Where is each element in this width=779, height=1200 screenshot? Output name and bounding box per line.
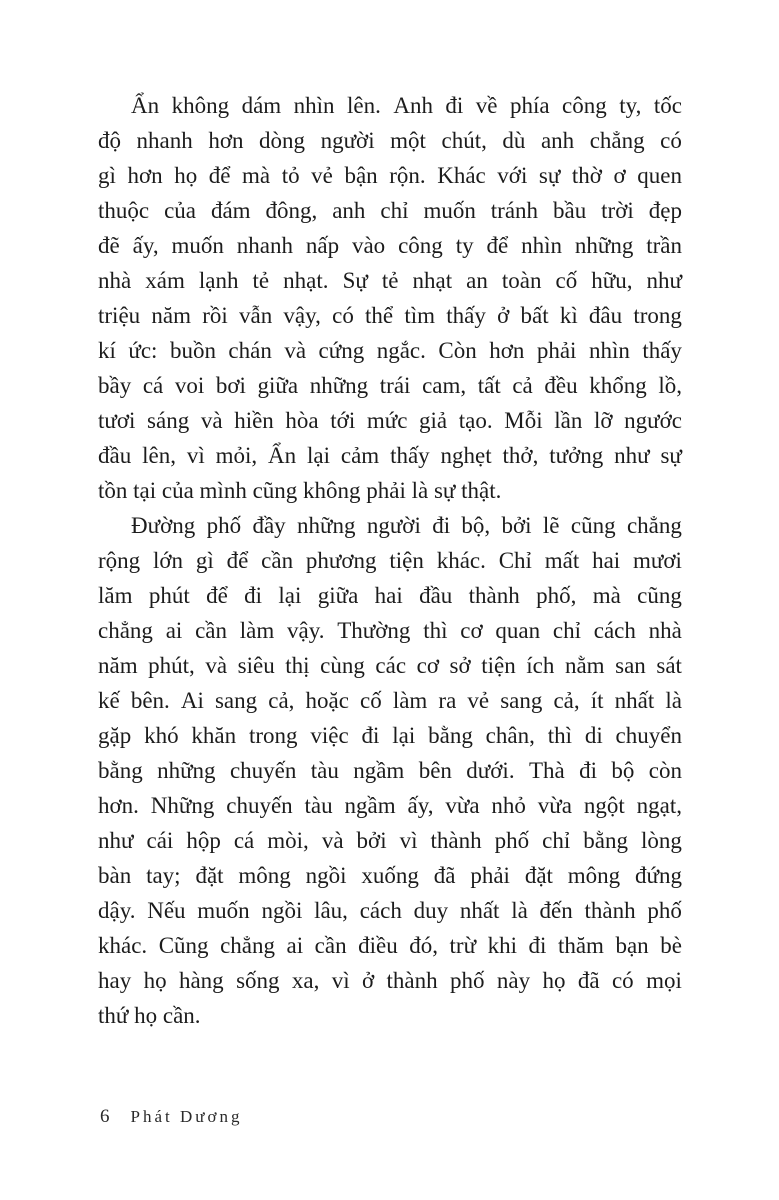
text-line: gì hơn họ để mà tỏ vẻ bận rộn. Khác với sự thờ ơ quen <box>98 163 682 188</box>
text-line: kế bên. Ai sang cả, hoặc cố làm ra vẻ sang cả, ít nhất là <box>98 688 682 713</box>
text-line: tồn tại của mình cũng không phải là sự thật. <box>98 478 502 503</box>
page-number: 6 <box>100 1106 111 1127</box>
text-line: chẳng ai cần làm vậy. Thường thì cơ quan chỉ cách nhà <box>98 618 682 643</box>
text-line: hơn. Những chuyến tàu ngầm ấy, vừa nhỏ vừa ngột ngạt, <box>98 793 682 818</box>
text-line: đẽ ấy, muốn nhanh nấp vào công ty để nhìn những trần <box>98 233 682 258</box>
text-line: bằng những chuyến tàu ngầm bên dưới. Thà đi bộ còn <box>98 758 682 783</box>
text-line: rộng lớn gì để cần phương tiện khác. Chỉ mất hai mươi <box>98 548 682 573</box>
body-text <box>98 88 682 1033</box>
text-line: độ nhanh hơn dòng người một chút, dù anh chẳng có <box>98 128 682 153</box>
text-line: như cái hộp cá mòi, và bởi vì thành phố chỉ bằng lòng <box>98 828 682 853</box>
text-line: lăm phút để đi lại giữa hai đầu thành phố, mà cũng <box>98 583 682 608</box>
text-line: năm phút, và siêu thị cùng các cơ sở tiện ích nằm san sát <box>98 653 682 678</box>
text-line: Ẩn không dám nhìn lên. Anh đi về phía công ty, tốc <box>131 93 682 118</box>
text-line: triệu năm rồi vẫn vậy, có thể tìm thấy ở bất kì đâu trong <box>98 303 682 328</box>
text-line: gặp khó khăn trong việc đi lại bằng chân, thì di chuyển <box>98 723 682 748</box>
text-line: dậy. Nếu muốn ngồi lâu, cách duy nhất là đến thành phố <box>98 898 682 923</box>
author-name: Phát Dương <box>130 1107 243 1126</box>
text-line: nhà xám lạnh tẻ nhạt. Sự tẻ nhạt an toàn cố hữu, như <box>98 268 682 293</box>
text-line: khác. Cũng chẳng ai cần điều đó, trừ khi đi thăm bạn bè <box>98 933 682 958</box>
text-line: thứ họ cần. <box>98 1003 201 1028</box>
text-line: bàn tay; đặt mông ngồi xuống đã phải đặt mông đứng <box>98 863 682 888</box>
page-footer <box>100 1104 242 1130</box>
text-line: bầy cá voi bơi giữa những trái cam, tất cả đều khổng lồ, <box>98 373 682 398</box>
text-line: Đường phố đầy những người đi bộ, bởi lẽ cũng chẳng <box>131 513 682 538</box>
text-line: hay họ hàng sống xa, vì ở thành phố này họ đã có mọi <box>98 968 682 993</box>
text-line: đầu lên, vì mỏi, Ẩn lại cảm thấy nghẹt thở, tưởng như sự <box>98 443 682 468</box>
text-line: tươi sáng và hiền hòa tới mức giả tạo. Mỗi lần lỡ ngước <box>98 408 682 433</box>
text-line: kí ức: buồn chán và cứng ngắc. Còn hơn phải nhìn thấy <box>98 338 682 363</box>
text-line: thuộc của đám đông, anh chỉ muốn tránh bầu trời đẹp <box>98 198 682 223</box>
